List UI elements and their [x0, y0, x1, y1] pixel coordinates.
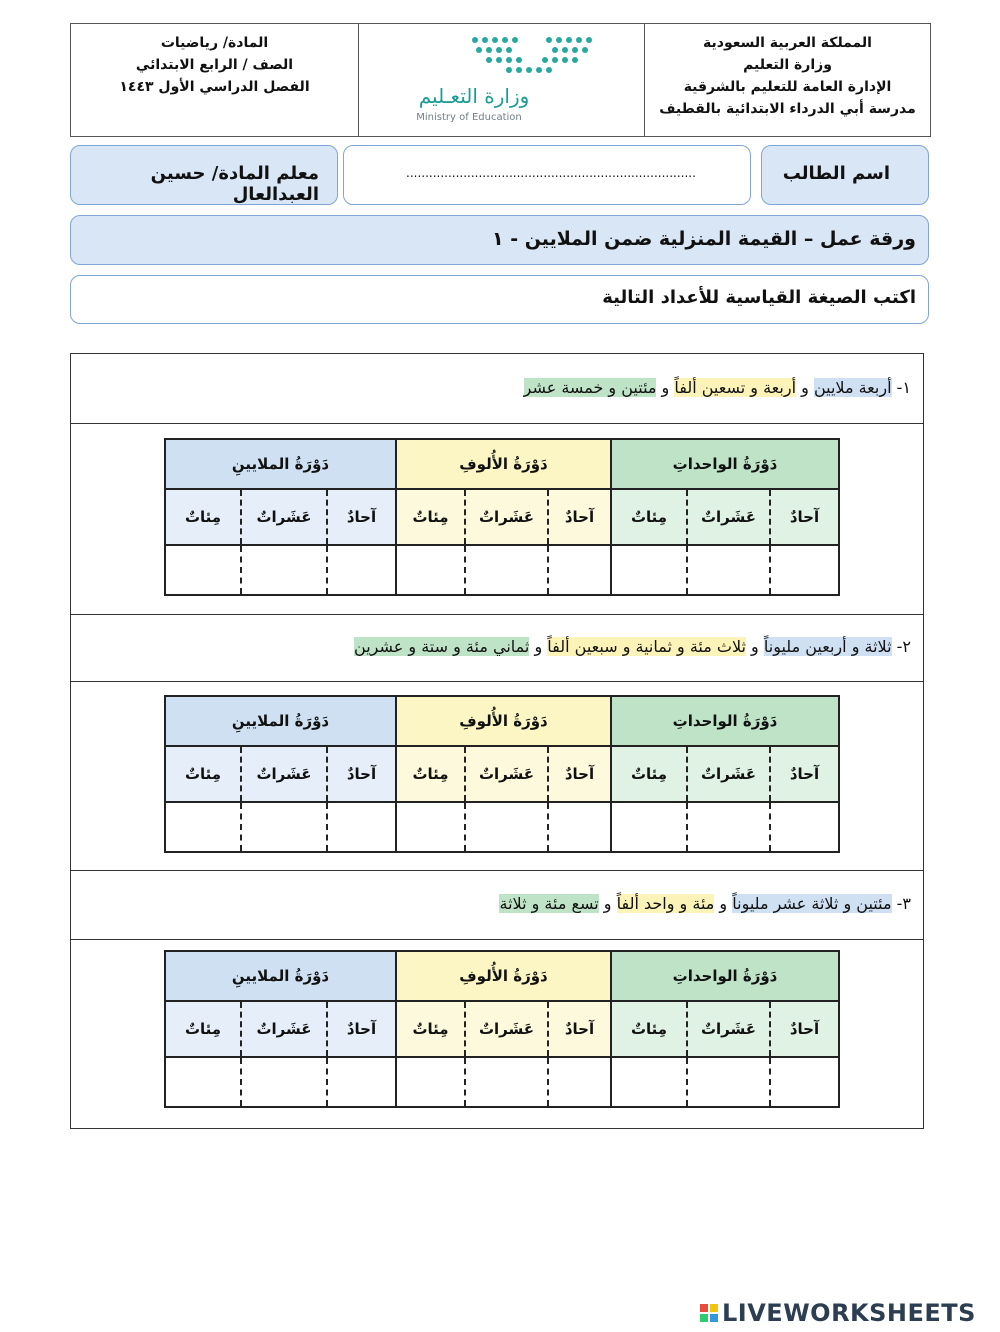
units-period-header: دَوْرَةُ الواحداتِ	[612, 440, 838, 488]
connector: و	[656, 378, 675, 397]
thousands-hundreds-label: مِئاتٌ	[397, 1002, 466, 1056]
millions-tens-label: عَشَراتٌ	[242, 1002, 328, 1056]
connector: و	[745, 637, 764, 656]
answer-cell[interactable]	[397, 546, 466, 594]
header-school-info	[644, 24, 930, 136]
instruction-text: اكتب الصيغة القياسية للأعداد التالية	[602, 287, 916, 308]
units-tens-label: عَشَراتٌ	[688, 1002, 771, 1056]
question-1-text	[524, 378, 911, 397]
table-row	[71, 682, 923, 871]
answer-cell[interactable]	[166, 803, 242, 851]
country-line: المملكة العربية السعودية	[703, 35, 872, 51]
grade-line: الصف / الرابع الابتدائي	[135, 57, 294, 73]
answer-cell[interactable]	[328, 546, 397, 594]
thousands-hundreds-label: مِئاتٌ	[397, 747, 466, 801]
question-number: ١-	[896, 378, 911, 397]
thousands-tens-label: عَشَراتٌ	[466, 747, 549, 801]
millions-part: ثلاثة و أربعين مليوناً	[763, 637, 892, 656]
millions-period-header: دَوْرَةُ الملايينِ	[166, 952, 397, 1000]
thousands-period-header: دَوْرَةُ الأُلوفِ	[397, 440, 612, 488]
place-value-table	[164, 695, 840, 853]
place-value-table	[164, 950, 840, 1108]
question-row	[71, 354, 923, 424]
worksheet-title-bar	[70, 215, 929, 265]
answer-cell[interactable]	[771, 1058, 838, 1106]
question-row	[71, 615, 923, 682]
place-value-table	[164, 438, 840, 596]
ministry-logo-english: Ministry of Education	[416, 112, 522, 123]
millions-ones-label: آحادٌ	[328, 1002, 397, 1056]
exercise-container	[70, 353, 924, 1129]
school-line: مدرسة أبي الدرداء الابتدائية بالقطيف	[659, 101, 916, 117]
millions-hundreds-label: مِئاتٌ	[166, 1002, 242, 1056]
teacher-label: معلم المادة/ حسين العبدالعال	[150, 163, 319, 205]
answer-cell[interactable]	[688, 1058, 771, 1106]
connector: و	[529, 637, 548, 656]
units-hundreds-label: مِئاتٌ	[612, 1002, 688, 1056]
thousands-tens-label: عَشَراتٌ	[466, 490, 549, 544]
answer-cell[interactable]	[166, 1058, 242, 1106]
ministry-logo	[358, 24, 644, 136]
units-tens-label: عَشَراتٌ	[688, 747, 771, 801]
thousands-period-header: دَوْرَةُ الأُلوفِ	[397, 697, 612, 745]
question-number: ٢-	[896, 637, 911, 656]
student-label: اسم الطالب	[782, 163, 890, 184]
answer-cell[interactable]	[688, 803, 771, 851]
answer-cell[interactable]	[242, 1058, 328, 1106]
subject-line: المادة/ رياضيات	[160, 35, 269, 51]
semester-line: الفصل الدراسي الأول ١٤٤٣	[119, 79, 310, 95]
millions-tens-label: عَشَراتٌ	[242, 747, 328, 801]
answer-cell[interactable]	[771, 803, 838, 851]
units-tens-label: عَشَراتٌ	[688, 490, 771, 544]
student-label-box	[761, 145, 929, 205]
answer-cell[interactable]	[328, 803, 397, 851]
answer-cell[interactable]	[242, 803, 328, 851]
millions-part: مئتين و ثلاثة عشر مليوناً	[732, 894, 892, 913]
units-period-header: دَوْرَةُ الواحداتِ	[612, 697, 838, 745]
question-3-text	[499, 894, 911, 913]
thousands-ones-label: آحادٌ	[549, 490, 612, 544]
question-number: ٣-	[896, 894, 911, 913]
answer-cell[interactable]	[397, 1058, 466, 1106]
units-ones-label: آحادٌ	[771, 490, 838, 544]
thousands-hundreds-label: مِئاتٌ	[397, 490, 466, 544]
answer-cell[interactable]	[466, 546, 549, 594]
millions-ones-label: آحادٌ	[328, 747, 397, 801]
thousands-period-header: دَوْرَةُ الأُلوفِ	[397, 952, 612, 1000]
units-ones-label: آحادٌ	[771, 1002, 838, 1056]
answer-cell[interactable]	[549, 803, 612, 851]
answer-cell[interactable]	[549, 1058, 612, 1106]
answer-cell[interactable]	[166, 546, 242, 594]
units-part: ثماني مئة و ستة و عشرين	[354, 637, 530, 656]
millions-part: أربعة ملايين	[813, 378, 892, 397]
millions-period-header: دَوْرَةُ الملايينِ	[166, 440, 397, 488]
student-name-field[interactable]	[343, 145, 751, 205]
answer-cell[interactable]	[466, 1058, 549, 1106]
ministry-logo-arabic: وزارة التعـليم	[418, 84, 530, 108]
answer-cell[interactable]	[549, 546, 612, 594]
table-row	[71, 940, 923, 1128]
thousands-part: أربعة و تسعين ألفاً	[674, 378, 797, 397]
millions-hundreds-label: مِئاتٌ	[166, 747, 242, 801]
question-row	[71, 871, 923, 940]
answer-cell[interactable]	[242, 546, 328, 594]
connector: و	[796, 378, 814, 397]
answer-cell[interactable]	[612, 546, 688, 594]
millions-hundreds-label: مِئاتٌ	[166, 490, 242, 544]
thousands-tens-label: عَشَراتٌ	[466, 1002, 549, 1056]
units-hundreds-label: مِئاتٌ	[612, 747, 688, 801]
directorate-line: الإدارة العامة للتعليم بالشرقية	[683, 79, 892, 95]
ministry-logo-dots-icon	[469, 34, 594, 79]
answer-cell[interactable]	[328, 1058, 397, 1106]
thousands-part: ثلاث مئة و ثمانية و سبعين ألفاً	[547, 637, 746, 656]
connector: و	[714, 894, 733, 913]
worksheet-title: ورقة عمل – القيمة المنزلية ضمن الملايين - ١	[491, 228, 916, 250]
student-name-blank: ............................................................................	[406, 166, 696, 180]
millions-period-header: دَوْرَةُ الملايينِ	[166, 697, 397, 745]
answer-cell[interactable]	[466, 803, 549, 851]
answer-cell[interactable]	[612, 803, 688, 851]
ministry-line: وزارة التعليم	[743, 57, 832, 73]
header-table	[70, 23, 931, 137]
answer-cell[interactable]	[397, 803, 466, 851]
units-ones-label: آحادٌ	[771, 747, 838, 801]
millions-ones-label: آحادٌ	[328, 490, 397, 544]
millions-tens-label: عَشَراتٌ	[242, 490, 328, 544]
units-period-header: دَوْرَةُ الواحداتِ	[612, 952, 838, 1000]
answer-cell[interactable]	[771, 546, 838, 594]
connector: و	[598, 894, 617, 913]
teacher-box	[70, 145, 338, 205]
units-part: مئتين و خمسة عشر	[523, 378, 657, 397]
answer-cell[interactable]	[612, 1058, 688, 1106]
thousands-ones-label: آحادٌ	[549, 1002, 612, 1056]
answer-cell[interactable]	[688, 546, 771, 594]
table-row	[71, 424, 923, 615]
liveworksheets-blocks-icon	[700, 1304, 718, 1322]
units-part: تسع مئة و ثلاثة	[499, 894, 599, 913]
liveworksheets-text: LIVEWORKSHEETS	[722, 1299, 976, 1327]
instruction-bar	[70, 275, 929, 324]
liveworksheets-logo[interactable]	[700, 1299, 976, 1327]
units-hundreds-label: مِئاتٌ	[612, 490, 688, 544]
thousands-ones-label: آحادٌ	[549, 747, 612, 801]
question-2-text	[354, 637, 911, 656]
thousands-part: مئة و واحد ألفاً	[616, 894, 715, 913]
header-subject-info	[71, 24, 358, 136]
